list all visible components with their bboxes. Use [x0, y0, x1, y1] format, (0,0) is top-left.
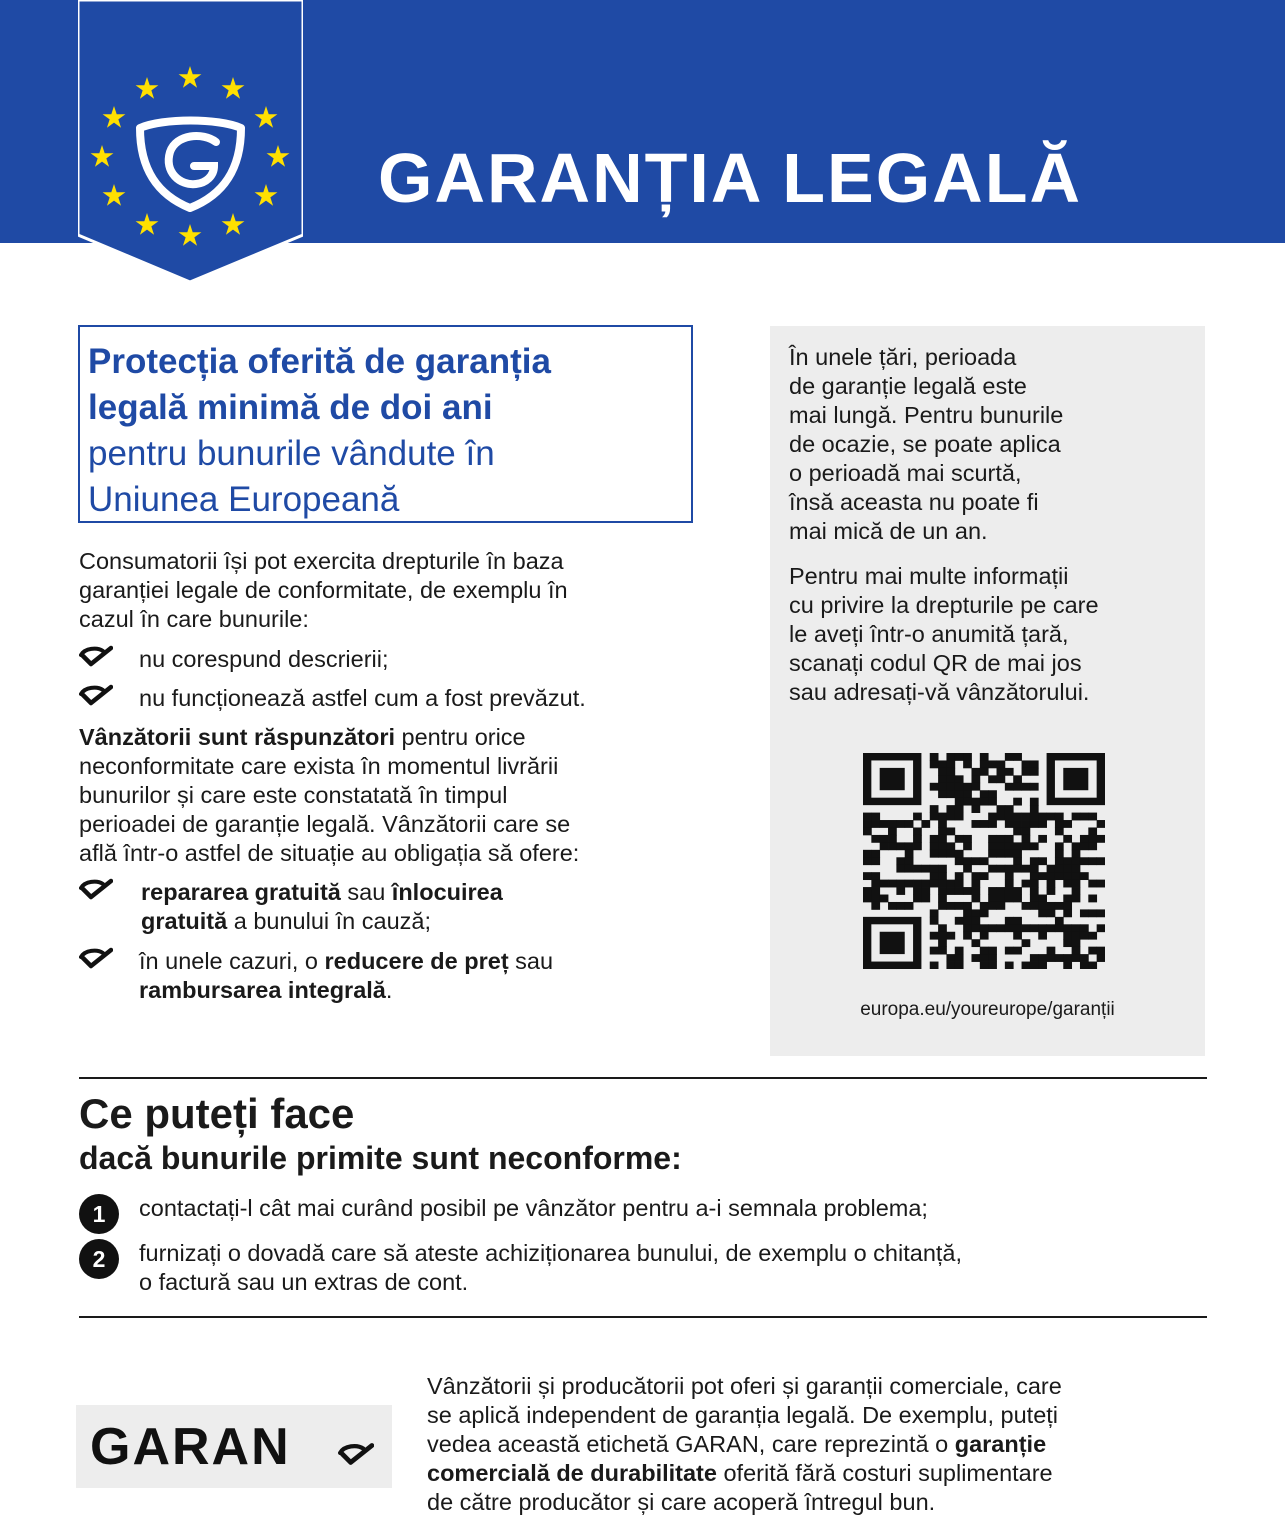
- text-line: le aveți într-o anumită țară,: [789, 621, 1069, 647]
- divider: [79, 1316, 1207, 1318]
- checkmark-icon: [79, 947, 113, 971]
- intro-box: [78, 325, 693, 523]
- bold-text: garanție: [954, 1431, 1047, 1457]
- intro-bold-line: Protecția oferită de garanția: [88, 342, 551, 381]
- text-line: scanați codul QR de mai jos: [789, 650, 1082, 676]
- text-span: în unele cazuri, o: [139, 948, 325, 974]
- text-span: vedea această etichetă GARAN, care reprezintă o: [427, 1431, 955, 1457]
- garan-label-box: [76, 1405, 392, 1488]
- bold-text: gratuită: [141, 908, 228, 934]
- intro-normal-line: Uniunea Europeană: [88, 480, 400, 519]
- header-banner: [0, 0, 1285, 243]
- text-span: pentru orice: [395, 724, 526, 750]
- page-title: GARANȚIA LEGALĂ: [378, 139, 1083, 217]
- text-span: oferită fără costuri suplimentare: [716, 1460, 1053, 1486]
- bold-text: repararea gratuită: [141, 879, 341, 905]
- commercial-paragraph: [427, 1372, 1062, 1516]
- info-panel: [770, 326, 1205, 1056]
- case-text: nu funcționează astfel cum a fost prevăzut.: [139, 685, 586, 711]
- text-line: Consumatorii își pot exercita drepturile în baza: [79, 548, 564, 574]
- text-line: de garanție legală este: [789, 373, 1027, 399]
- text-span: sau: [508, 948, 554, 974]
- text-line: însă aceasta nu poate fi: [789, 489, 1039, 515]
- bold-text: reducere de preț: [324, 948, 509, 974]
- rights-paragraph: [79, 547, 568, 634]
- section-title: Ce puteți face: [79, 1090, 355, 1137]
- step-number-badge: 2: [79, 1239, 119, 1279]
- text-line: mai mică de un an.: [789, 518, 988, 544]
- info-paragraph: [789, 343, 1063, 546]
- intro-normal-line: pentru bunurile vândute în: [88, 434, 495, 473]
- text-line: cazul în care bunurile:: [79, 606, 309, 632]
- bold-text: înlocuirea: [391, 879, 503, 905]
- text-line: o perioadă mai scurtă,: [789, 460, 1022, 486]
- bold-text: rambursarea integrală: [139, 977, 386, 1003]
- text-line: garanției legale de conformitate, de exemplu în: [79, 577, 568, 603]
- text-line: În unele țări, perioada: [789, 344, 1017, 370]
- text-line: bunurilor și care este constatată în timpul: [79, 782, 508, 808]
- info-url-link[interactable]: europa.eu/youreurope/garanții: [860, 999, 1115, 1020]
- divider: [79, 1077, 1207, 1079]
- qr-code-icon[interactable]: [863, 753, 1105, 969]
- step-text: furnizați o dovadă care să ateste achiziționarea bunului, de exemplu o chitanță,: [139, 1240, 963, 1266]
- checkmark-icon: [79, 645, 113, 669]
- text-line: află într-o astfel de situație au obligația să ofere:: [79, 840, 580, 866]
- text-line: perioadei de garanție legală. Vânzătorii care se: [79, 811, 571, 837]
- step-number-badge: 1: [79, 1194, 119, 1234]
- text-line: neconformitate care exista în momentul livrării: [79, 753, 559, 779]
- text-line: cu privire la drepturile pe care: [789, 592, 1099, 618]
- text-span: sau: [340, 879, 392, 905]
- checkmark-icon: [79, 684, 113, 708]
- text-line: Pentru mai multe informații: [789, 563, 1069, 589]
- section-subtitle: dacă bunurile primite sunt neconforme:: [79, 1140, 682, 1176]
- info-paragraph: [789, 562, 1099, 707]
- text-line: mai lungă. Pentru bunurile: [789, 402, 1064, 428]
- checkmark-icon: [79, 878, 113, 902]
- sellers-paragraph: [79, 723, 579, 868]
- text-line: Vânzătorii și producătorii pot oferi și garanții comerciale, care: [427, 1373, 1062, 1399]
- text-line: de către producător și care acoperă întregul bun.: [427, 1489, 936, 1515]
- intro-bold-line: legală minimă de doi ani: [88, 388, 493, 427]
- eu-shield-g-icon: [78, 0, 303, 282]
- text-line: se aplică independent de garanția legală. De exemplu, puteți: [427, 1402, 1059, 1428]
- text-span: .: [385, 977, 393, 1003]
- garan-checkmark-icon: [338, 1441, 374, 1469]
- bold-text: comercială de durabilitate: [427, 1460, 717, 1486]
- text-line: de ocazie, se poate aplica: [789, 431, 1061, 457]
- step-text: o factură sau un extras de cont.: [139, 1269, 469, 1295]
- text-line: sau adresați-vă vânzătorului.: [789, 679, 1090, 705]
- bold-text: Vânzătorii sunt răspunzători: [79, 724, 395, 750]
- text-span: a bunului în cauză;: [227, 908, 431, 934]
- garan-label: GARAN: [90, 1418, 291, 1476]
- case-text: nu corespund descrierii;: [139, 646, 389, 672]
- step-text: contactați-l cât mai curând posibil pe vânzător pentru a-i semnala problema;: [139, 1195, 928, 1221]
